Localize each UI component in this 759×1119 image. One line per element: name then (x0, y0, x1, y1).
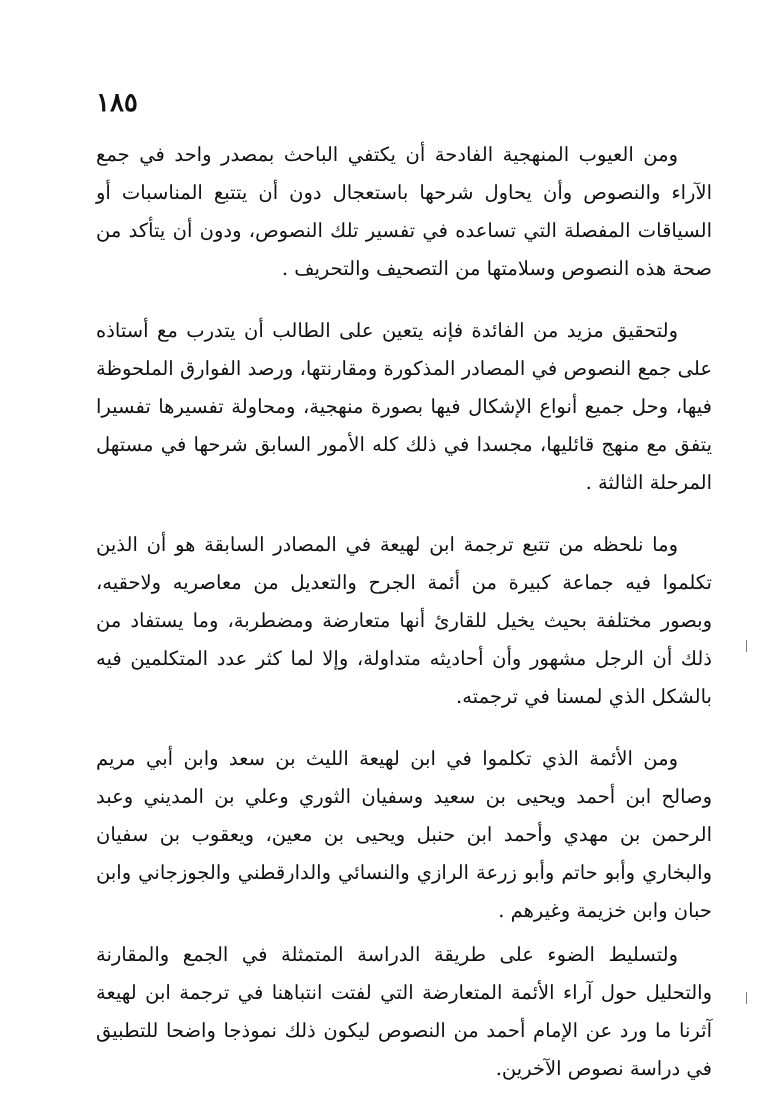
page-number: ١٨٥ (96, 88, 138, 118)
paragraph-methodology-flaws: ومن العيوب المنهجية الفادحة أن يكتفي الباحث بمصدر واحد في جمع الآراء والنصوص وأن يحاول شرحها باستعجال دون أن يتتبع المناسبات أو السياقات المفصلة التي تساعده في تفسير تلك النصوص، ودون أن يتأكد من صحة هذه النصوص وسلامتها من التصحيف والتحريف . (96, 143, 712, 280)
scan-mark (746, 992, 747, 1004)
paragraph-imams-list: ومن الأئمة الذي تكلموا في ابن لهيعة الليث بن سعد وابن أبي مريم وصالح ابن أحمد ويحيى بن سعيد وسفيان الثوري وعلي بن المديني وعبد الرحمن بن مهدي وأحمد ابن حنبل ويحيى بن معين، ويعقوب بن سفيان والبخاري وأبو حاتم وأبو زرعة الرازي والنسائي والدارقطني والجوزجاني وابن حبان وابن خزيمة وغيرهم . (96, 747, 712, 922)
paragraph-study-method: ولتسليط الضوء على طريقة الدراسة المتمثلة في الجمع والمقارنة والتحليل حول آراء الأئمة المتعارضة التي لفتت انتباهنا في ترجمة ابن لهيعة آثرنا ما ورد عن الإمام أحمد من النصوص ليكون ذلك نموذجا واضحا للتطبيق في دراسة نصوص الآخرين. (96, 943, 712, 1080)
paragraph-student-training: ولتحقيق مزيد من الفائدة فإنه يتعين على الطالب أن يتدرب مع أستاذه على جمع النصوص في المصادر المذكورة ومقارنتها، ورصد الفوارق الملحوظة فيها، وحل جميع أنواع الإشكال فيها بصورة منهجية، ومحاولة تفسيرها تفسيرا يتفق مع منهج قائليها، مجسدا في ذلك كله الأمور السابق شرحها في مستهل المرحلة الثالثة . (96, 319, 712, 494)
scan-mark (746, 640, 747, 652)
body-text (96, 136, 712, 1088)
paragraph-ibn-lahia-observation: وما نلحظه من تتبع ترجمة ابن لهيعة في المصادر السابقة هو أن الذين تكلموا فيه جماعة كبيرة من أئمة الجرح والتعديل من معاصريه ولاحقيه، وبصور مختلفة بحيث يخيل للقارئ أنها متعارضة ومضطربة، وما يستفاد من ذلك أن الرجل مشهور وأن أحاديثه متداولة، وإلا لما كثر عدد المتكلمين فيه بالشكل الذي لمسنا في ترجمته. (96, 533, 712, 708)
